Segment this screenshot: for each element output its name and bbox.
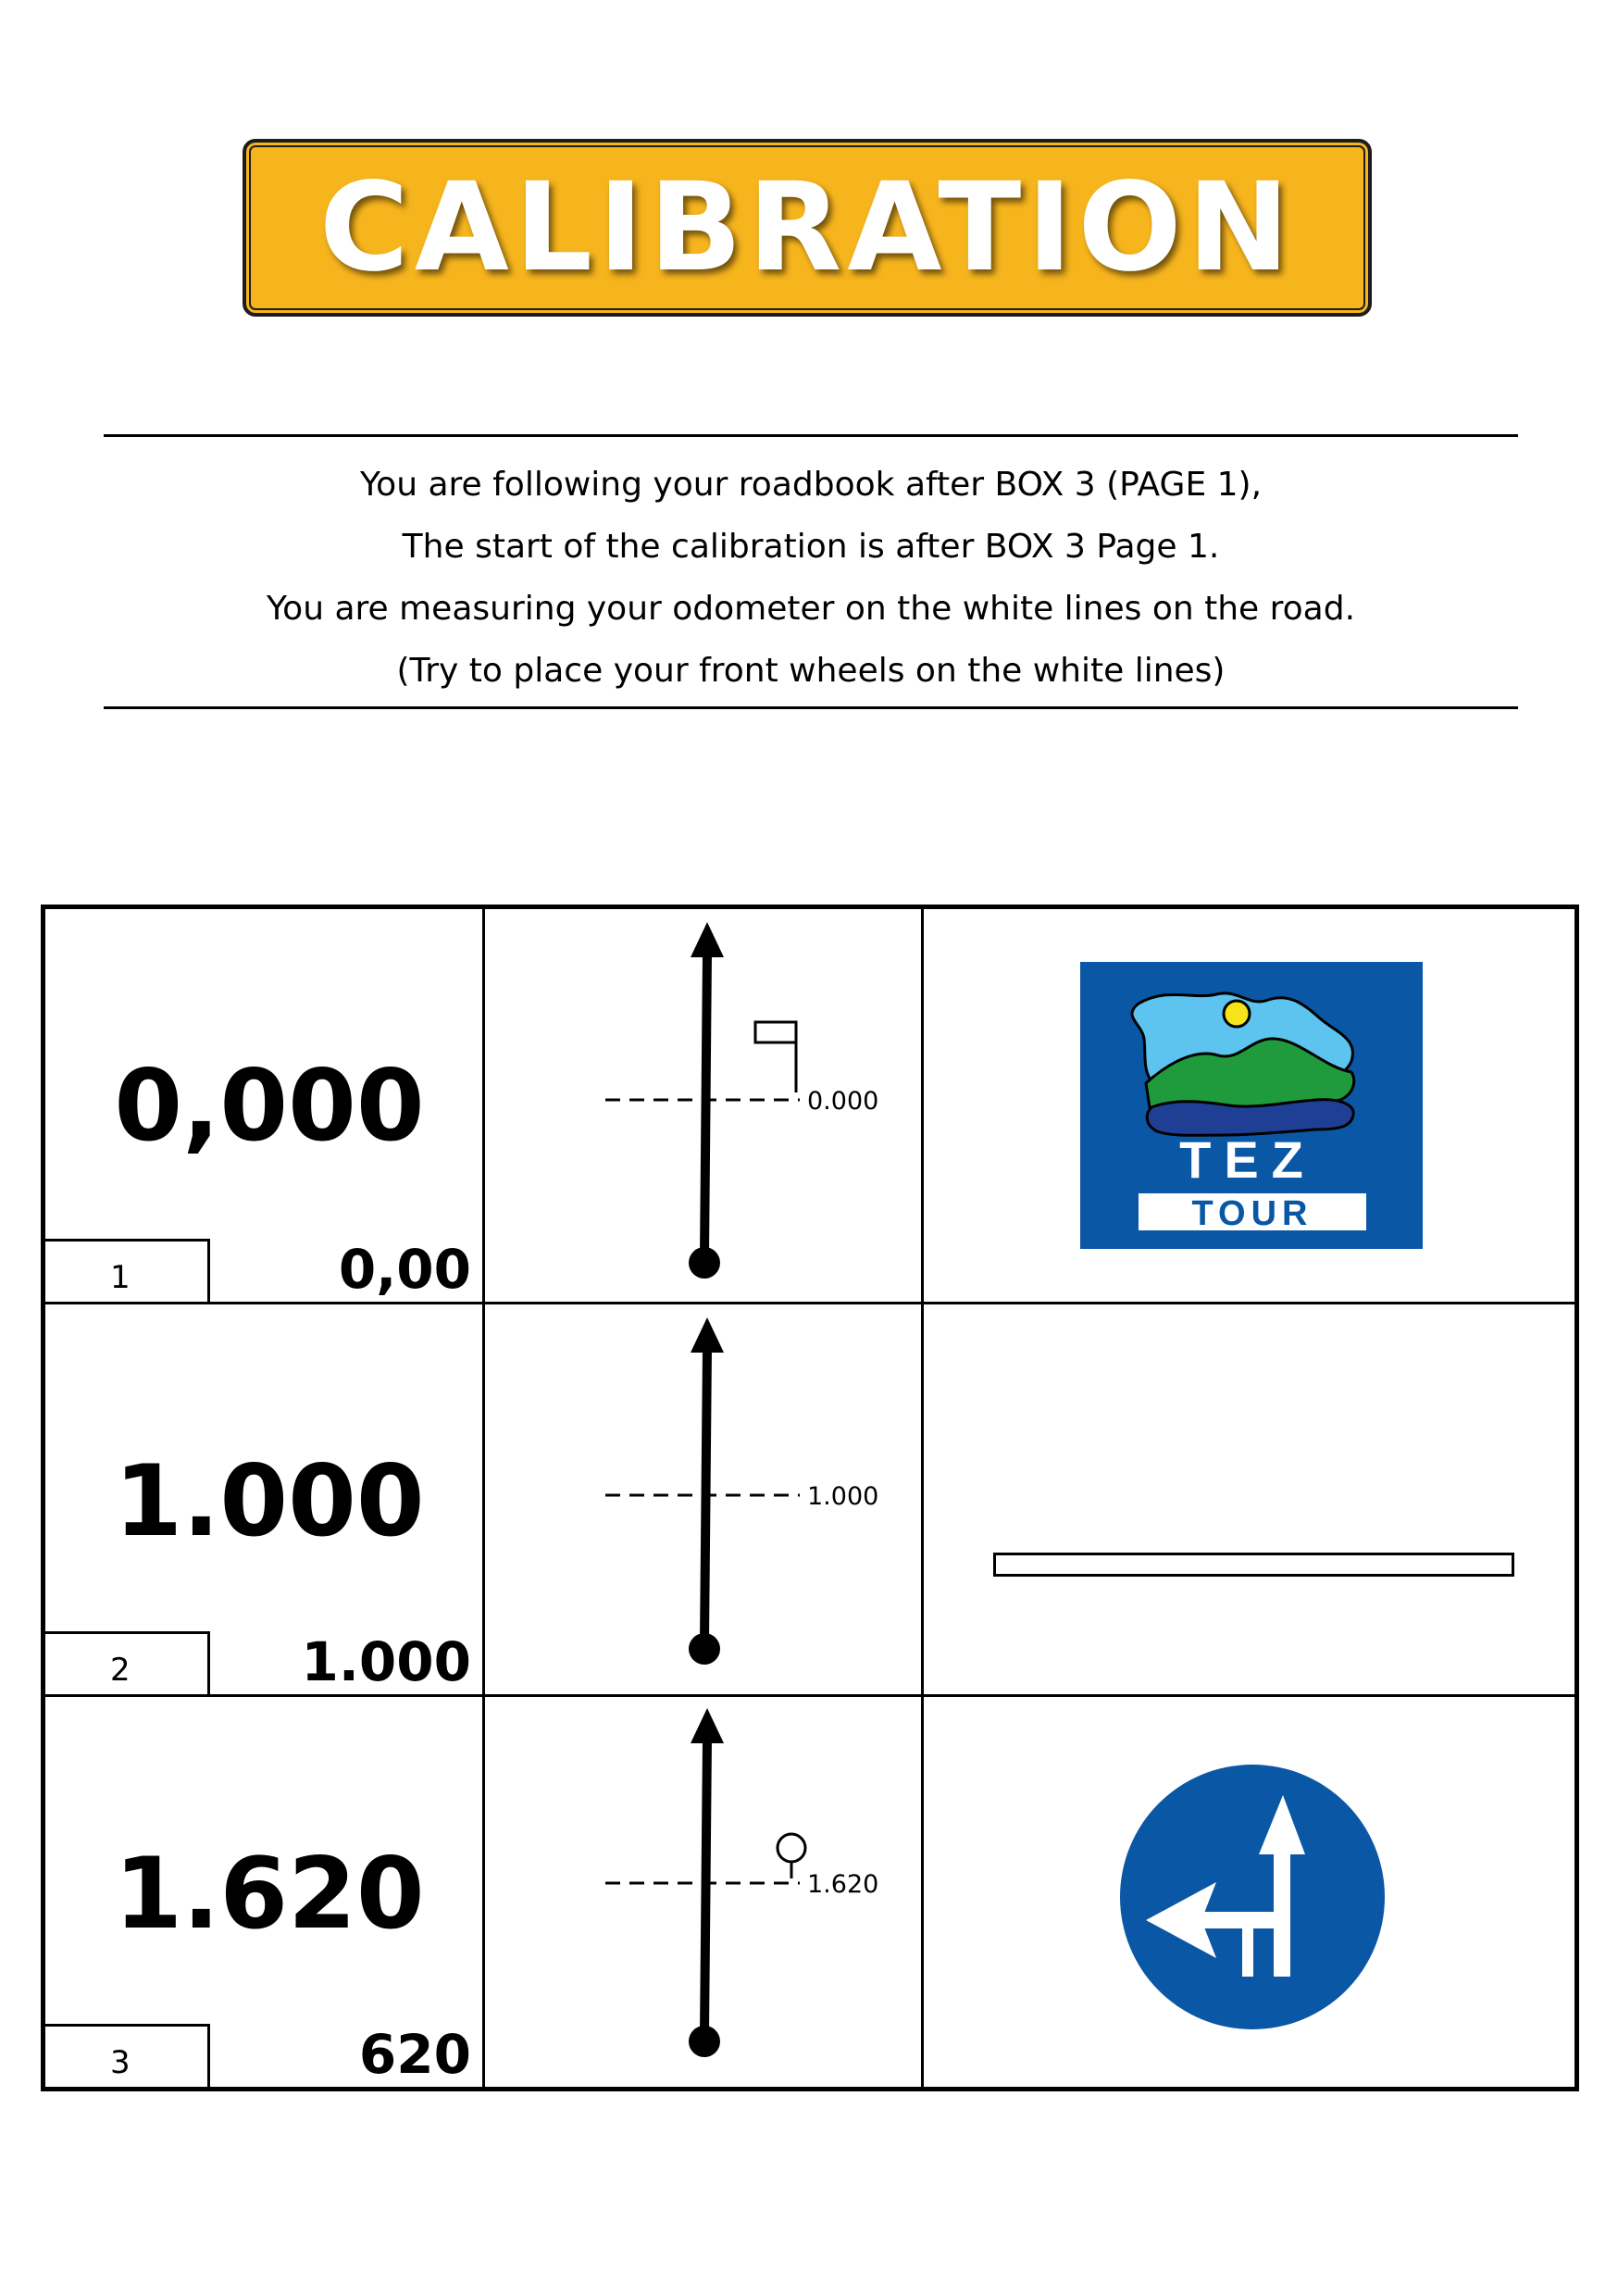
tulip-diagram-cell [485,1304,924,1694]
start-dot-icon [689,1247,720,1279]
flag-icon [755,1022,796,1092]
marker-distance: 1.000 [807,1482,879,1511]
box-number: 1 [45,1239,210,1302]
total-distance: 1.000 [114,1444,425,1558]
arrow-head-icon [691,1708,724,1743]
white-line-marking [993,1553,1514,1577]
logo-text-tour: TOUR [1191,1194,1313,1233]
start-dot-icon [689,2026,720,2057]
tulip-diagram-cell [485,909,924,1302]
roadbook-row [45,1302,1574,1694]
logo-text-tez: TEZ [1179,1130,1316,1189]
divider-top [104,434,1518,437]
instruction-line: You are following your roadbook after BOX 3 (PAGE 1), [359,466,1263,504]
roadbook-row [45,909,1574,1302]
distance-cell [45,1697,485,2087]
marker-distance: 0.000 [807,1087,879,1116]
sign-cell [924,1697,1574,2087]
roadbook-table [41,905,1579,2091]
arrow-head-icon [691,1317,724,1353]
distance-cell [45,1304,485,1694]
instruction-line: (Try to place your front wheels on the white lines) [396,652,1226,690]
divider-bottom [104,706,1518,709]
total-distance: 1.620 [114,1837,425,1951]
straight-or-left-sign-icon [924,1697,1574,2090]
page-title: CALIBRATION [318,156,1296,299]
roadbook-row [45,1694,1574,2087]
pin-icon [778,1834,805,1878]
box-number: 3 [45,2024,210,2087]
marker-distance: 1.620 [807,1870,879,1899]
partial-distance: 0,00 [338,1238,471,1302]
route-line [704,954,707,1256]
box-number: 2 [45,1631,210,1694]
tulip-diagram [485,909,924,1302]
total-distance: 0,000 [114,1049,425,1163]
instruction-line: You are measuring your odometer on the white lines on the road. [266,590,1356,628]
instruction-line: The start of the calibration is after BOX 3 Page 1. [402,528,1220,566]
route-line [704,1349,707,1642]
instructions [104,454,1518,702]
tulip-diagram-cell [485,1697,924,2087]
route-line [704,1740,707,2035]
partial-distance: 620 [358,2023,471,2087]
partial-distance: 1.000 [301,1630,471,1694]
tez-tour-logo [924,909,1574,1302]
title-banner [243,139,1372,317]
sign-cell [924,909,1574,1302]
sign-cell [924,1304,1574,1694]
arrow-head-icon [691,922,724,957]
tulip-diagram [485,1304,924,1697]
start-dot-icon [689,1633,720,1665]
distance-cell [45,909,485,1302]
tulip-diagram [485,1697,924,2090]
